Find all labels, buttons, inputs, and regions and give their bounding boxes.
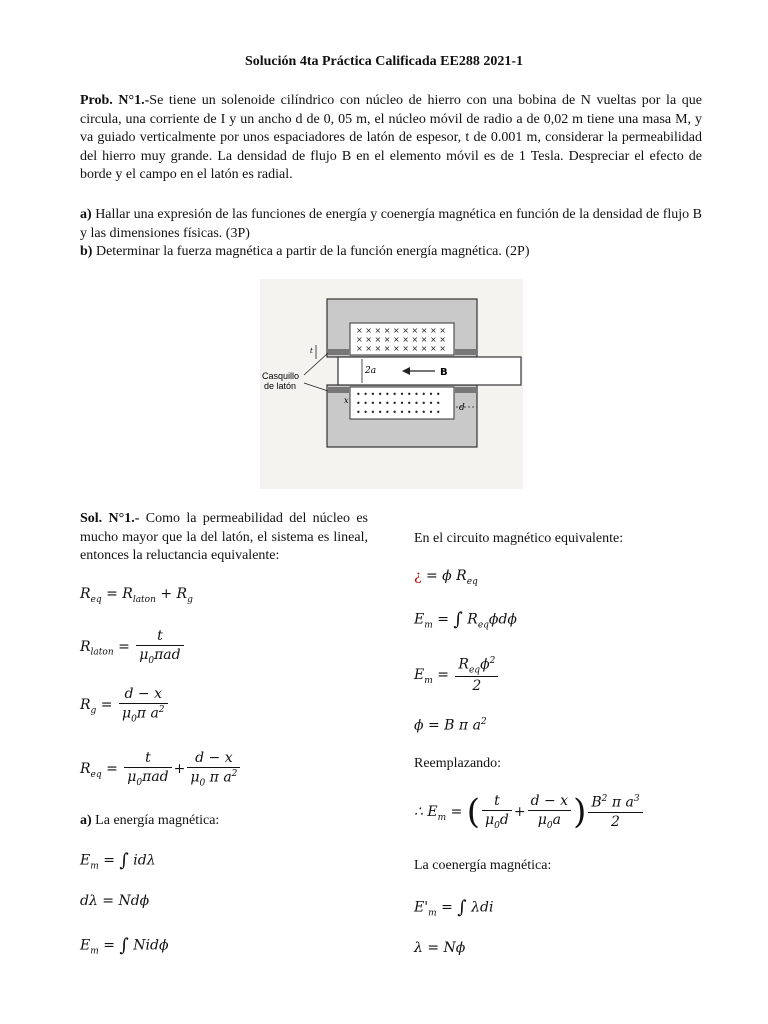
solenoid-figure	[260, 279, 523, 489]
svg-text:• • • • • • • • • • • •: • • • • • • • • • • • •	[356, 399, 441, 408]
svg-text:× × × × × × × × × ×: × × × × × × × × × ×	[356, 344, 446, 353]
eq-coenergy: $E'_m$ = ∫ λdi	[414, 897, 494, 919]
coil-dot-marks	[356, 390, 441, 417]
part-a-heading	[80, 813, 219, 829]
solution-intro-text: Como la permeabilidad del núcleo es mucho mayor que la del latón, el sistema es lineal, entonces la reluctancia equivalente:	[80, 511, 369, 563]
part-b-label: b)	[80, 244, 93, 259]
part-a-label: a)	[80, 207, 92, 222]
coil-x-marks	[356, 326, 446, 353]
reemplazando-text: Reemplazando:	[414, 756, 502, 771]
eq-rlaton: $R_{laton}$ = $\frac{t}{\mu_0\pi ad}$	[80, 628, 186, 666]
eq-req: $R_{eq} = R_{laton} + R_g$	[80, 586, 193, 605]
svg-text:× × × × × × × × × ×: × × × × × × × × × ×	[356, 335, 446, 344]
sol-part-a-text: La energía magnética:	[95, 813, 220, 828]
part-a-text: Hallar una expresión de las funciones de energía y coenergía magnética en función de la densidad de flujo B y las dimensiones físicas. (3P)	[80, 207, 703, 241]
eq-lambda: λ = Nϕ	[414, 940, 466, 956]
coenergia-text: La coenergía magnética:	[414, 858, 552, 873]
label-x: x	[344, 396, 349, 405]
label-casquillo: Casquillo	[262, 371, 300, 381]
eq-em-integral: $E_m$ = ∫ idλ	[80, 850, 156, 872]
eq-req-expanded: $R_{eq}$ = $\frac{t}{\mu_0\pi ad}$ + $\frac{d - x}{\mu_0 \pi a^2}$	[80, 750, 242, 788]
eq-rg: $R_g$ = $\frac{d - x}{\mu_0\pi a^2}$	[80, 686, 170, 724]
eq-em-req: $E_m$ = ∫ $R_{eq}\phi d\phi$	[414, 609, 517, 631]
solenoid-diagram	[260, 279, 523, 489]
svg-text:• • • • • • • • • • • •: • • • • • • • • • • • •	[356, 408, 441, 417]
problem-label: Prob. N°1.-	[80, 93, 150, 108]
part-b-text: Determinar la fuerza magnética a partir de la función energía magnética. (2P)	[95, 244, 530, 259]
eq-dlambda: dλ = Ndϕ	[80, 893, 150, 909]
sol-part-a-label: a)	[80, 813, 92, 828]
solution-intro	[80, 510, 368, 566]
eq-ni-phi: ¿ = ϕ $R_{eq}$	[414, 568, 478, 587]
problem-part-a	[80, 206, 702, 243]
eq-em-half: $E_m$ = $\frac{R_{eq}\phi^2}{2}$	[414, 656, 500, 694]
brass-bushing-top	[327, 349, 349, 355]
solution-label: Sol. N°1.-	[80, 511, 140, 526]
label-d: d	[459, 403, 465, 413]
circuit-text: En el circuito magnético equivalente:	[414, 531, 624, 546]
problem-part-b	[80, 243, 702, 262]
label-laton: de latón	[264, 381, 297, 391]
brass-bushing-bottom	[327, 387, 349, 393]
label-t: t	[310, 347, 313, 355]
svg-text:• • • • • • • • • • • •: • • • • • • • • • • • •	[356, 390, 441, 399]
label-b: B	[440, 367, 448, 378]
label-2a: 2a	[365, 366, 377, 376]
problem-text: Se tiene un solenoide cilíndrico con núcleo de hierro con una bobina de N vueltas por la que circula, una corriente de I y un ancho d de 0, 05 m, el núcleo móvil de radio a de 0,02 m tiene una masa M, y va guiado verticalmente por unos espaciadores de latón de espesor, t de 0.001 m, considerar la permeabilidad del hierro muy grande. La densidad de flujo B en el elemento móvil es de 1 Tesla. Despreciar el efecto de borde y el campo en el latón es radial.	[80, 93, 702, 182]
eq-em-nidphi: $E_m$ = ∫ Nidϕ	[80, 935, 169, 957]
eq-phi: ϕ = B π $a^2$	[414, 717, 487, 734]
problem-statement	[80, 92, 702, 185]
document-title: Solución 4ta Práctica Calificada EE288 2021-1	[244, 54, 524, 69]
red-symbol: ¿	[414, 568, 422, 584]
eq-em-final: ∴ $E_m$ = ( $\frac{t}{\mu_0d}$ + $\frac{d - x}{\mu_0a}$ ) $\frac{B^2 \pi a^3}{2}$	[414, 792, 645, 832]
svg-text:× × × × × × × × × ×: × × × × × × × × × ×	[356, 326, 446, 335]
